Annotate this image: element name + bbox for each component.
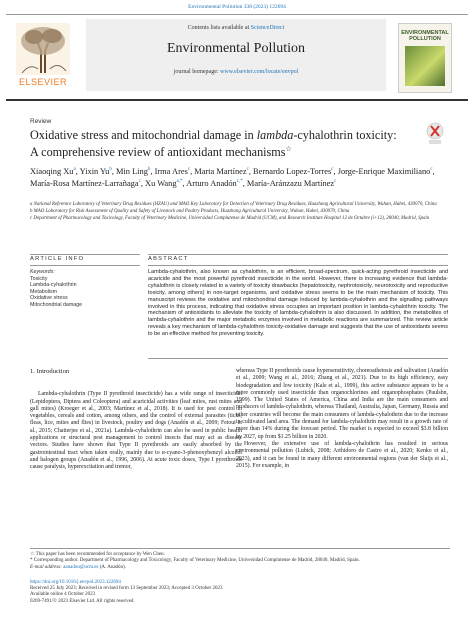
article-type: Review — [30, 118, 52, 125]
author-affiliation-mark[interactable]: b — [109, 167, 112, 172]
footnotes — [30, 548, 450, 571]
author-affiliation-mark[interactable]: c — [334, 179, 337, 185]
affiliation-c: c Department of Pharmacology and Toxicology, Faculty of Veterinary Medicine, Universidad Complutense de Madrid (UCM), and Research Institute Hospital 12 de Octubre (i+12), 28040, Madrid, Spain — [30, 216, 430, 222]
email-link[interactable]: aanadon@ucm.es — [63, 564, 99, 570]
author-affiliation-mark[interactable]: c — [246, 167, 249, 172]
contents-line — [86, 25, 386, 31]
body-right-column — [236, 368, 448, 470]
publication-info — [30, 580, 450, 605]
abstract-text: Lambda-cyhalothrin, also known as cyhalothrin, is an efficient, broad-spectrum, quick-acting pyrethroid insecticide and acaricide and the most powerful pyrethroid insecticide in the world. However, there is increasing evidence that lambda-cyhalothrin is closely related to a variety of toxicity drawbacks (hepatotoxicity, nephrotoxicity, neurotoxicity and reproductive toxicity, among others) in non-target organisms, and oxidative stress seems to be the main mechanism of toxicity. This manuscript reviews the oxidative and mitochondrial damage induced by lambda-cyhalothrin and the signalling pathways involved in this process, indicating that oxidative stress occupies an important position in lambda-cyhalothrin toxicity. The mechanism of antioxidants to alleviate the toxicity of lambda-cyhalothrin is also discussed. In addition, the metabolites of lambda-cyhalothrin and the major metabolic enzymes involved in metabolic reactions are summarized. This review article reveals a key mechanism of lambda-cyhalothrin toxicity-oxidative damage and suggests that the use of antioxidants seems to be an effective method for preventing toxicity. — [148, 269, 448, 338]
abstract-rule — [148, 254, 448, 255]
homepage-prefix: journal homepage: — [173, 69, 221, 75]
homepage-line — [86, 69, 386, 75]
article-info-heading: ARTICLE INFO — [30, 256, 85, 262]
author-separator: , — [140, 179, 146, 189]
publisher-name: ELSEVIER — [18, 77, 68, 87]
journal-cover[interactable] — [398, 23, 452, 93]
footnote-email — [30, 565, 450, 571]
author-affiliation-mark[interactable]: c,* — [236, 179, 243, 185]
intro-paragraph-2: However, the extensive use of lambda-cyhalothrin has resulted in serious environmental pollution (Lubick, 2008; Arthidoro de Castro et al., 2020; Kenko et al., 2023), and it can be found in many different environmental regions (van der Sluijs et al., 2015). For example, in — [236, 440, 448, 469]
author-name[interactable]: María-Aránzazu Martínez — [246, 179, 335, 189]
article-title — [30, 128, 400, 159]
footnote-corresponding: * Corresponding author. Department of Pharmacology and Toxicology, Faculty of Veterinary Medicine, Universidad Complutense de Madrid, 28040, Madrid, Spain. — [30, 558, 360, 564]
author-separator: , — [242, 179, 247, 189]
keyword-item: Mitochondrial damage — [30, 301, 83, 308]
journal-title: Environmental Pollution — [166, 41, 306, 56]
keyword-item: Oxidative stress — [30, 295, 68, 301]
author-separator: , — [150, 166, 155, 176]
homepage-link[interactable]: www.elsevier.com/locate/envpol — [220, 69, 299, 75]
author-name[interactable]: María-Rosa Martínez-Larrañaga — [30, 179, 139, 189]
footnote-recommendation: ☆ This paper has been recommended for acceptance by Wen Chen. — [30, 552, 165, 557]
author-separator: , — [248, 166, 254, 176]
copyright-line: 0269-7491/© 2023 Elsevier Ltd. All rights reserved. — [30, 598, 135, 604]
abstract-end-rule — [148, 358, 448, 359]
author-name[interactable]: Min Ling — [116, 166, 148, 176]
elsevier-tree-icon — [16, 23, 70, 75]
email-suffix: (A. Anadón). — [98, 564, 126, 570]
body-left-column — [30, 368, 242, 472]
author-affiliation-mark[interactable]: b — [147, 167, 151, 172]
author-affiliation-mark[interactable]: c — [187, 167, 191, 172]
author-affiliation-mark[interactable]: c — [430, 167, 433, 172]
available-online: Available online 4 October 2023 — [30, 592, 96, 598]
affiliation-a: a National Reference Laboratory of Veterinary Drug Residues (HZAU) and MAO Key Laboratory for Detection of Veterinary Drug Residues, Huazhong Agricultural University, Wuhan, Hubei, 430070, China — [30, 202, 437, 207]
author-affiliation-mark[interactable]: c — [138, 179, 141, 185]
author-list — [30, 165, 450, 190]
author-affiliation-mark[interactable]: a,* — [176, 179, 183, 185]
abstract-rule-2 — [148, 265, 448, 266]
keywords-block — [30, 269, 140, 308]
author-name[interactable]: Jorge-Enrique Maximiliano — [337, 166, 431, 176]
author-name[interactable]: Bernardo Lopez-Torres — [253, 166, 332, 176]
affiliation-b: b MAO Laboratory for Risk Assessment of Quality and Safety of Livestock and Poultry Products, Huazhong Agricultural University, Wuhan, Hubei, 430070, China — [30, 209, 350, 215]
article-info-rule — [30, 254, 140, 255]
author-separator: , — [182, 179, 187, 189]
author-name[interactable]: Irma Ares — [154, 166, 188, 176]
author-separator: , — [111, 166, 117, 176]
doi-link[interactable]: https://doi.org/10.1016/j.envpol.2023.122694 — [30, 580, 121, 585]
cover-title: ENVIRONMENTAL POLLUTION — [401, 30, 449, 42]
keywords-label: Keywords: — [30, 269, 55, 275]
introduction-heading: 1. Introduction — [30, 368, 70, 375]
title-part-2: -cyhalothrin toxicity: A comprehensive review of antioxidant mechanisms — [30, 128, 397, 160]
author-separator: , — [75, 166, 80, 176]
author-separator: , — [333, 166, 338, 176]
title-footnote-mark[interactable]: ☆ — [285, 145, 292, 153]
cover-image — [405, 46, 445, 86]
contents-prefix: Contents lists available at — [187, 25, 251, 31]
keyword-item: Metabolism — [30, 288, 58, 295]
article-info-rule-2 — [30, 265, 140, 266]
author-separator: , — [432, 166, 435, 176]
masthead — [86, 19, 386, 91]
author-name[interactable]: Arturo Anadón — [186, 179, 237, 189]
sciencedirect-link[interactable]: ScienceDirect — [250, 25, 285, 31]
author-name[interactable]: Marta Martínez — [194, 166, 247, 176]
intro-paragraph-1-cont: whereas Type II pyrethroids cause hypersensitivity, choreoathetosis and salivation (Anadón et al., 2009; Wang et al., 2016; Zhang et al., 2021). Due to its high efficiency, easy biodegradation and low toxicity (Kale et al., 1999), this active substance appears to be a more commonly used insecticide than organochlorines and organophosphates (Paulsbn, 1999). The United States of America, China and India are the main consumers and producers of lambda-cyhalothrin, whereas Thailand, Australia, Japan, Germany, Russia and other countries will become the main consumers of lambda-cyhalothrin due to the increase in cultivated land area. The demand for lambda-cyhalothrin may result in a growth rate of more than 14% during the forecast period. The market is expected to exceed $3.8 billion by 2027, up from $1.25 billion in 2020. — [236, 368, 449, 440]
abstract-heading: ABSTRACT — [148, 256, 189, 262]
journal-reference[interactable]: Environmental Pollution 338 (2023) 122694 — [188, 4, 286, 10]
journal-header — [6, 14, 468, 101]
affiliations — [30, 202, 450, 224]
author-affiliation-mark[interactable]: a — [73, 167, 76, 172]
title-part-1: Oxidative stress and mitochondrial damage in — [30, 128, 257, 142]
author-separator: , — [190, 166, 195, 176]
author-name[interactable]: Xu Wang — [145, 179, 177, 189]
title-italic: lambda — [256, 128, 294, 142]
keyword-item: Toxicity — [30, 275, 48, 282]
received-dates: Received 25 July 2023; Received in revised form 13 September 2023; Accepted 3 October 2023 — [30, 586, 223, 592]
crossmark-icon — [426, 122, 444, 146]
author-name[interactable]: Yixin Yu — [79, 166, 110, 176]
author-affiliation-mark[interactable]: c — [331, 167, 334, 172]
email-label: E-mail address: — [30, 564, 64, 570]
intro-paragraph-1: Lambda-cyhalothrin (Type II pyrethroid insecticide) has a wide range of insecticidal (Lepidoptera, Diptera and Coleoptera) and acaricidal activities (leaf mites, rust mites and gall mites) (Kroeger et al., 2003; Martínez et al., 2018). It is used for pest control in vegetables, cereals and cotton, among others, and the control of external parasites (ticks, fleas, lice, mites and flies) in livestock, poultry and dogs (Anadón et al., 2009; Fetoui et al., 2015; Chatterjee et al., 2021a). Lambda-cyhalothrin can also be used in public health applications or structural pest management to control insects that may act as disease vectors. Studies have shown that Type II pyrethroids are easily absorbed by the gastrointestinal tract when taken orally, mainly due to α-cyano-3-phenoxybenzyl alcohol and halogen groups (Anadón et al., 1996, 2006). At acute toxic doses, Type I pyrethroids cause paralysis, hyperexcitation and tremor, — [30, 391, 242, 471]
elsevier-logo[interactable] — [10, 21, 76, 93]
author-name[interactable]: Xiaoqing Xu — [30, 166, 74, 176]
keyword-item: Lambda-cyhalothrin — [30, 282, 77, 288]
crossmark-badge[interactable] — [426, 122, 444, 146]
